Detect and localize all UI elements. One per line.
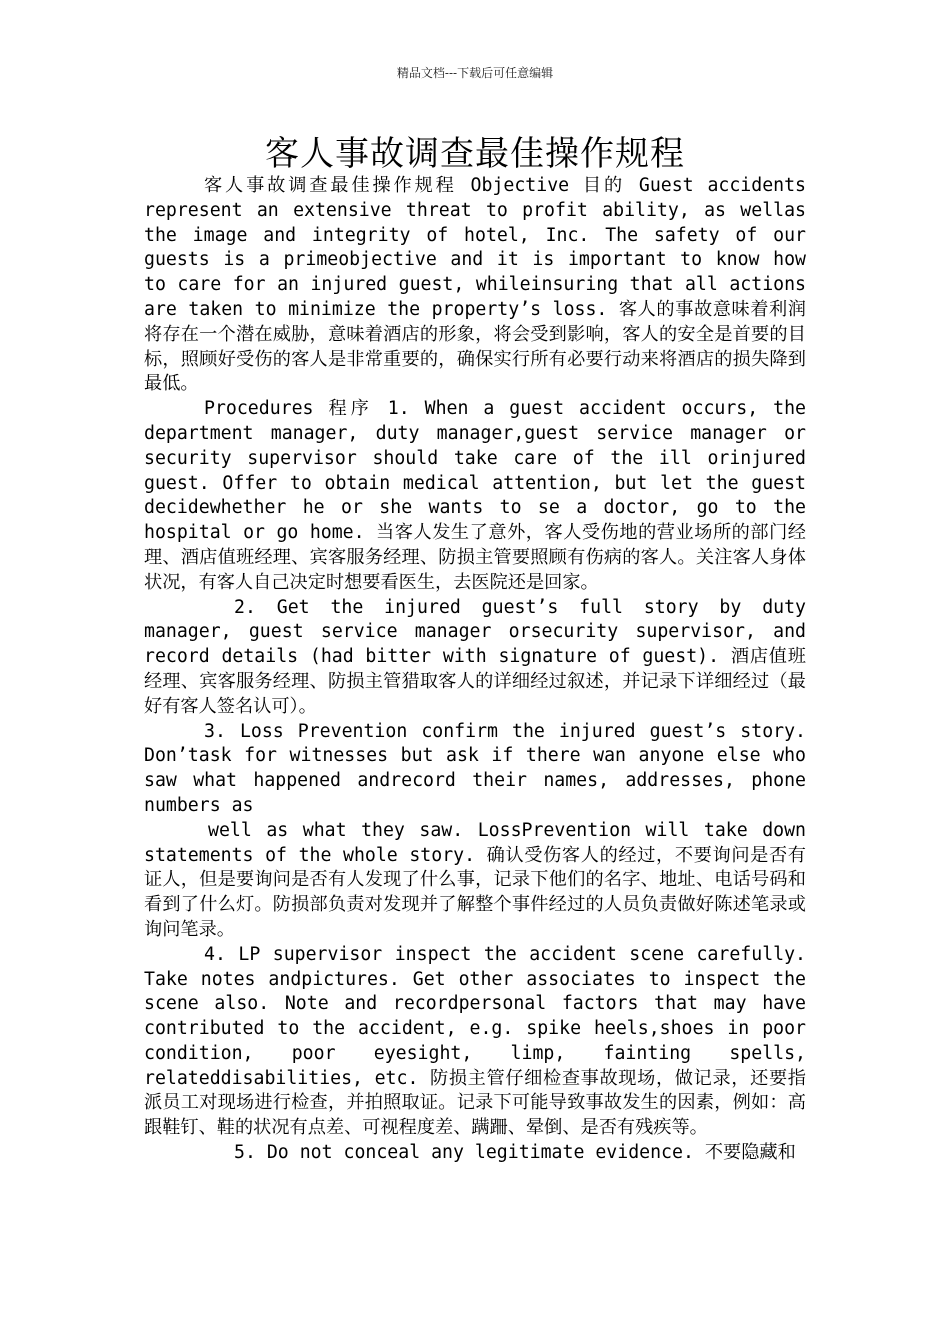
document-body — [144, 174, 806, 1166]
document-title: 客人事故调查最佳操作规程 — [265, 134, 685, 174]
paragraph-procedure-1: Procedures 程序 1. When a guest accident occurs, the department manager, duty manager,guest service manager or security supervisor should take care of the ill orinjured guest. Offer to obtain medical attention, but let the guest decidewhether he or she wants to se a doctor, go to the hospital or go home. 当客人发生了意外，客人受伤地的营业场所的部门经理、酒店值班经理、宾客服务经理、防损主管要照顾有伤病的客人。关注客人身体状况，有客人自己决定时想要看医生，去医院还是回家。 — [144, 398, 806, 593]
paragraph-procedure-5: 5. Do not conceal any legitimate evidence. 不要隐藏和 — [234, 1142, 796, 1164]
paragraph-objective: 客人事故调查最佳操作规程 Objective 目的 Guest accidents represent an extensive threat to profit ability, as wellas the image and integrity of hotel, Inc. The safety of our guests is a primeobjective and it is important to know how to care for an injured guest, whileinsuring that all actions are taken to minimize the property’s loss. 客人的事故意味着利润将存在一个潜在威胁，意味着酒店的形象，将会受到影响，客人的安全是首要的目标，照顾好受伤的客人是非常重要的，确保实行所有必要行动来将酒店的损失降到最低。 — [144, 175, 806, 395]
paragraph-procedure-4: 4. LP supervisor inspect the accident scene carefully. Take notes andpictures. Get other associates to inspect the scene also. Note and recordpersonal factors that may have contributed to the accident, e.g. spike heels,shoes in poor condition, poor eyesight, limp, fainting spells, relateddisabilities, etc. 防损主管仔细检查事故现场，做记录，还要指派员工对现场进行检查，并拍照取证。记录下可能导致事故发生的因素，例如：高跟鞋钉、鞋的状况有点差、可视程度差、蹒跚、晕倒、是否有残疾等。 — [144, 943, 806, 1139]
page-header-note: 精品文档---下载后可任意编辑 — [396, 66, 554, 80]
paragraph-procedure-3-continued: well as what they saw. LossPrevention will take down statements of the whole story. 确认受伤客人的经过，不要询问是否有证人，但是要询问是否有人发现了什么事，记录下他们的名字、地址、电话号码和看到了什么灯。防损部负责对发现并了解整个事件经过的人员负责做好陈述笔录或询问笔录。 — [144, 819, 806, 940]
paragraph-procedure-3: 3. Loss Prevention confirm the injured guest’s story. Don’task for witnesses but ask if there wan anyone else who saw what happened andrecord their names, addresses, phone numbers as — [144, 720, 806, 816]
paragraph-procedure-2: 2. Get the injured guest’s full story by duty manager, guest service manager orsecurity supervisor, and record details (had bitter with signature of guest). 酒店值班经理、宾客服务经理、防损主管猎取客人的详细经过叙述，并记录下详细经过（最好有客人签名认可）。 — [144, 596, 806, 717]
